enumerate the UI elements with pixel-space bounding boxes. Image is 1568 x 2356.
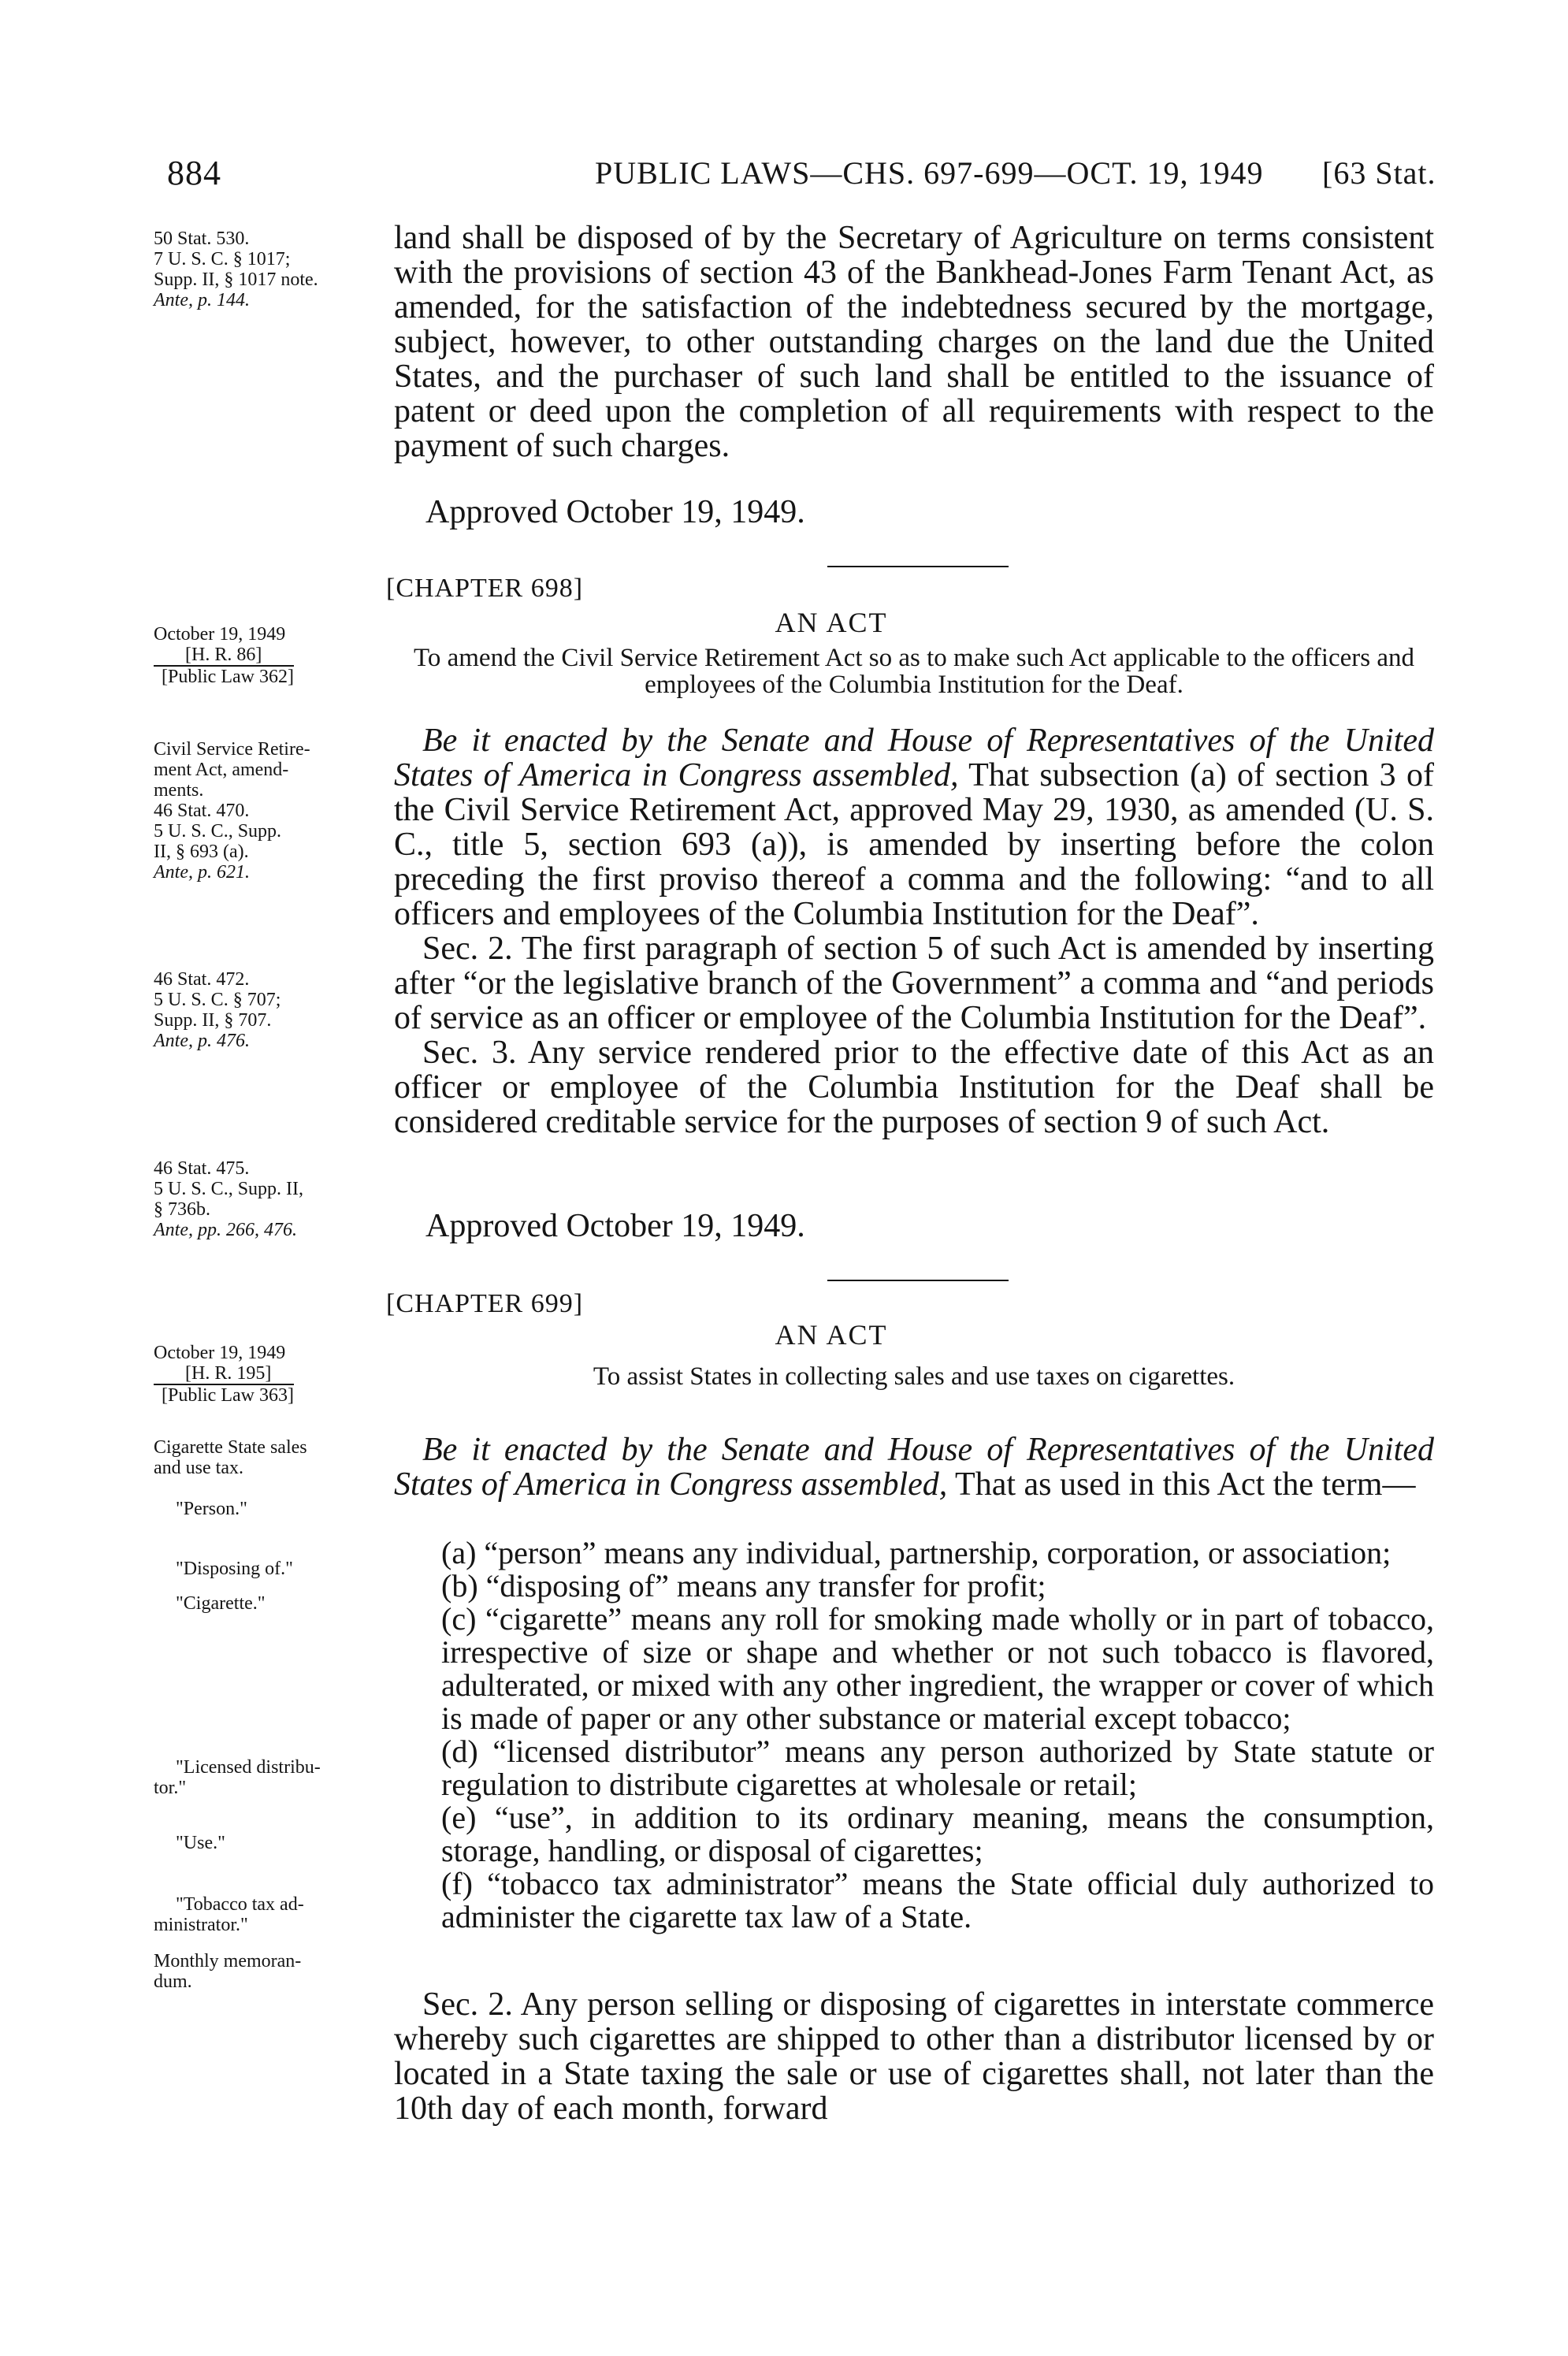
margin-note-memo: Monthly memoran- dum. — [154, 1951, 302, 1992]
ch697-text: land shall be disposed of by the Secretary of Agriculture on terms consistent with the provisions of section 43 of the Bankhead-Jones Farm Tenant Act, as amended, for the satisfaction of the indebtedness secured by the mortgage, subject, however, to other outstanding charges on the land due the United States, and the purchaser of such land shall be entitled to the issuance of patent or deed upon the completion of all requirements with respect to the payment of such charges. — [394, 220, 1434, 464]
definition-a: (a) “person” means any individual, partnership, corporation, or association; — [441, 1535, 1392, 1570]
margin-note-ch698-refs2: 46 Stat. 472. 5 U. S. C. § 707; Supp. II, § 707. Ante, p. 476. — [154, 969, 281, 1051]
definition-f: (f) “tobacco tax administrator” means the State official duly authorized to administer the cigarette tax law of a State. — [441, 1866, 1434, 1934]
ch699-body — [394, 1433, 1434, 1502]
ch699-chapter-label: [CHAPTER 699] — [386, 1289, 584, 1318]
ch699-intro: Be it enacted by the Senate and House of Representatives of the United States of America in Congress assembled, That as used in this Act the term— — [394, 1432, 1434, 1503]
margin-note-use: "Use." — [176, 1833, 225, 1853]
definition-d: (d) “licensed distributor” means any person authorized by State statute or regulation to distribute cigarettes at wholesale or retail; — [441, 1734, 1434, 1802]
ch698-purpose: To amend the Civil Service Retirement Act so as to make such Act applicable to the officers and employees of the Columbia Institution for the Deaf. — [414, 644, 1414, 699]
section-divider — [827, 1280, 1009, 1281]
ch698-sec1: Be it enacted by the Senate and House of Representatives of the United States of America in Congress assembled, That subsection (a) of section 3 of the Civil Service Retirement Act, approved May 29, 1930, as amended (U. S. C., title 5, section 693 (a)), is amended by inserting before the colon preceding the first proviso thereof a comma and the following: “and to all officers and employees of the Columbia Institution for the Deaf”. — [394, 723, 1434, 932]
ch698-sec3: Sec. 3. Any service rendered prior to the effective date of this Act as an officer or employee of the Columbia Institution for the Deaf shall be considered creditable service for the purposes of section 9 of such Act. — [394, 1035, 1434, 1140]
margin-note-ch699-subject: Cigarette State sales and use tax. — [154, 1437, 307, 1478]
definition-b: (b) “disposing of” means any transfer for profit; — [441, 1568, 1046, 1603]
ch699-sec2-body — [394, 1987, 1434, 2126]
volume-label: [63 Stat. — [1322, 155, 1436, 191]
margin-note-ch698-refs1: 46 Stat. 470. 5 U. S. C., Supp. II, § 693 (a). Ante, p. 621. — [154, 801, 282, 883]
ch699-definitions — [394, 1537, 1434, 1934]
section-divider — [827, 566, 1009, 567]
ch699-enacting-clause: Be it enacted by the Senate and House of Representatives of the United States of America in Congress assembled, — [394, 1432, 1434, 1503]
margin-note-ch699-date: October 19, 1949 [H. R. 195] [Public Law 363] — [154, 1343, 294, 1406]
ch698-approved: Approved October 19, 1949. — [425, 1208, 805, 1244]
margin-note-ch698-refs3: 46 Stat. 475. 5 U. S. C., Supp. II, § 736b. Ante, pp. 266, 476. — [154, 1158, 304, 1240]
page-number: 884 — [167, 154, 221, 192]
definition-c: (c) “cigarette” means any roll for smoking made wholly or in part of tobacco, irrespective of size or shape and whether or not such tobacco is flavored, adulterated, or mixed with any other ingredient, the wrapper or cover of which is made of paper or any other substance or material except tobacco; — [441, 1601, 1434, 1736]
margin-note-ch698-subject: Civil Service Retire- ment Act, amend- ments. — [154, 739, 310, 801]
ch698-chapter-label: [CHAPTER 698] — [386, 574, 584, 603]
ch698-act-label: AN ACT — [775, 607, 888, 638]
margin-note-disposing: "Disposing of." — [176, 1559, 293, 1579]
margin-note-cigarette: "Cigarette." — [176, 1593, 266, 1614]
ch699-sec2: Sec. 2. Any person selling or disposing of cigarettes in interstate commerce whereby such cigarettes are shipped to other than a distributor licensed by or located in a State taxing the sale or use of cigarettes shall, not later than the 10th day of each month, forward — [394, 1986, 1434, 2127]
ch699-purpose: To assist States in collecting sales and use taxes on cigarettes. — [593, 1362, 1235, 1391]
running-title: PUBLIC LAWS—CHS. 697-699—OCT. 19, 1949 — [595, 155, 1264, 191]
ch698-enacting-clause: Be it enacted by the Senate and House of Representatives of the United States of America in Congress assembled, — [394, 723, 1434, 793]
definition-e: (e) “use”, in addition to its ordinary meaning, means the consumption, storage, handling, or disposal of cigarettes; — [441, 1800, 1434, 1868]
ch698-body — [394, 723, 1434, 1139]
ch698-sec2: Sec. 2. The first paragraph of section 5 of such Act is amended by inserting after “or the legislative branch of the Government” a comma and “and periods of service as an officer or employee of the Columbia Institution for the Deaf”. — [394, 931, 1434, 1036]
margin-note-ch698-date: October 19, 1949 [H. R. 86] [Public Law 362] — [154, 624, 294, 687]
margin-note-person: "Person." — [176, 1499, 247, 1519]
ch697-approved: Approved October 19, 1949. — [425, 494, 805, 530]
ch697-body — [394, 221, 1434, 463]
margin-note-administrator: "Tobacco tax ad- ministrator." — [154, 1894, 304, 1935]
ch699-act-label: AN ACT — [775, 1319, 888, 1351]
margin-note-licensed: "Licensed distribu- tor." — [154, 1757, 321, 1798]
margin-note-ch697-refs: 50 Stat. 530. 7 U. S. C. § 1017; Supp. II, § 1017 note. Ante, p. 144. — [154, 229, 318, 310]
